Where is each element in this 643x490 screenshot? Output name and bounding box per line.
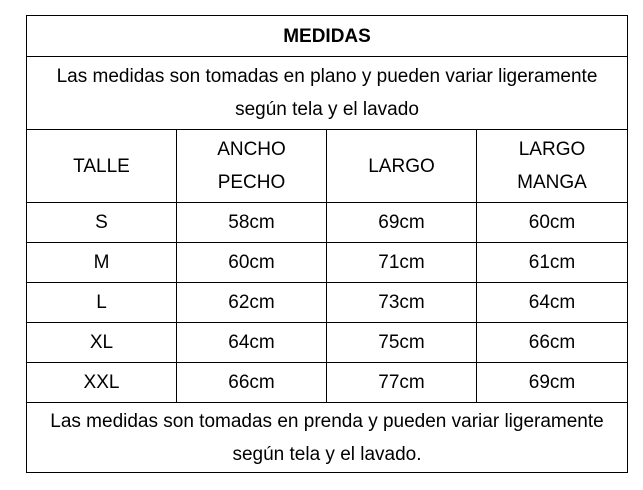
cell-ancho: 64cm [177, 323, 327, 363]
header-manga-line2: MANGA [517, 172, 587, 193]
cell-largo: 69cm [327, 203, 477, 243]
header-ancho-line2: PECHO [217, 172, 286, 193]
cell-ancho: 58cm [177, 203, 327, 243]
cell-talle: XXL [27, 363, 177, 403]
table-row [27, 283, 628, 323]
title-row [27, 16, 628, 57]
cell-manga: 60cm [477, 203, 628, 243]
table-row [27, 363, 628, 403]
cell-largo: 73cm [327, 283, 477, 323]
measurement-note-top: Las medidas son tomadas en plano y pueden variar ligeramente según tela y el lavado [27, 57, 628, 130]
table-row [27, 323, 628, 363]
header-ancho-line1: ANCHO [217, 139, 286, 160]
cell-talle: L [27, 283, 177, 323]
cell-talle: S [27, 203, 177, 243]
cell-ancho: 66cm [177, 363, 327, 403]
header-largo-manga [477, 130, 628, 203]
table-row [27, 243, 628, 283]
cell-manga: 64cm [477, 283, 628, 323]
cell-largo: 75cm [327, 323, 477, 363]
header-talle: TALLE [27, 130, 177, 203]
table-title: MEDIDAS [27, 16, 628, 57]
cell-manga: 61cm [477, 243, 628, 283]
cell-largo: 71cm [327, 243, 477, 283]
note-bottom-row [27, 403, 628, 473]
size-chart-table [26, 15, 628, 473]
cell-ancho: 60cm [177, 243, 327, 283]
header-ancho-pecho [177, 130, 327, 203]
cell-manga: 69cm [477, 363, 628, 403]
header-manga-line1: LARGO [518, 139, 586, 160]
header-row [27, 130, 628, 203]
note-top-row [27, 57, 628, 130]
table-row [27, 203, 628, 243]
cell-largo: 77cm [327, 363, 477, 403]
cell-ancho: 62cm [177, 283, 327, 323]
cell-manga: 66cm [477, 323, 628, 363]
cell-talle: M [27, 243, 177, 283]
measurement-note-bottom: Las medidas son tomadas en prenda y pueden variar ligeramente según tela y el lavado. [27, 403, 628, 473]
cell-talle: XL [27, 323, 177, 363]
header-largo: LARGO [327, 130, 477, 203]
